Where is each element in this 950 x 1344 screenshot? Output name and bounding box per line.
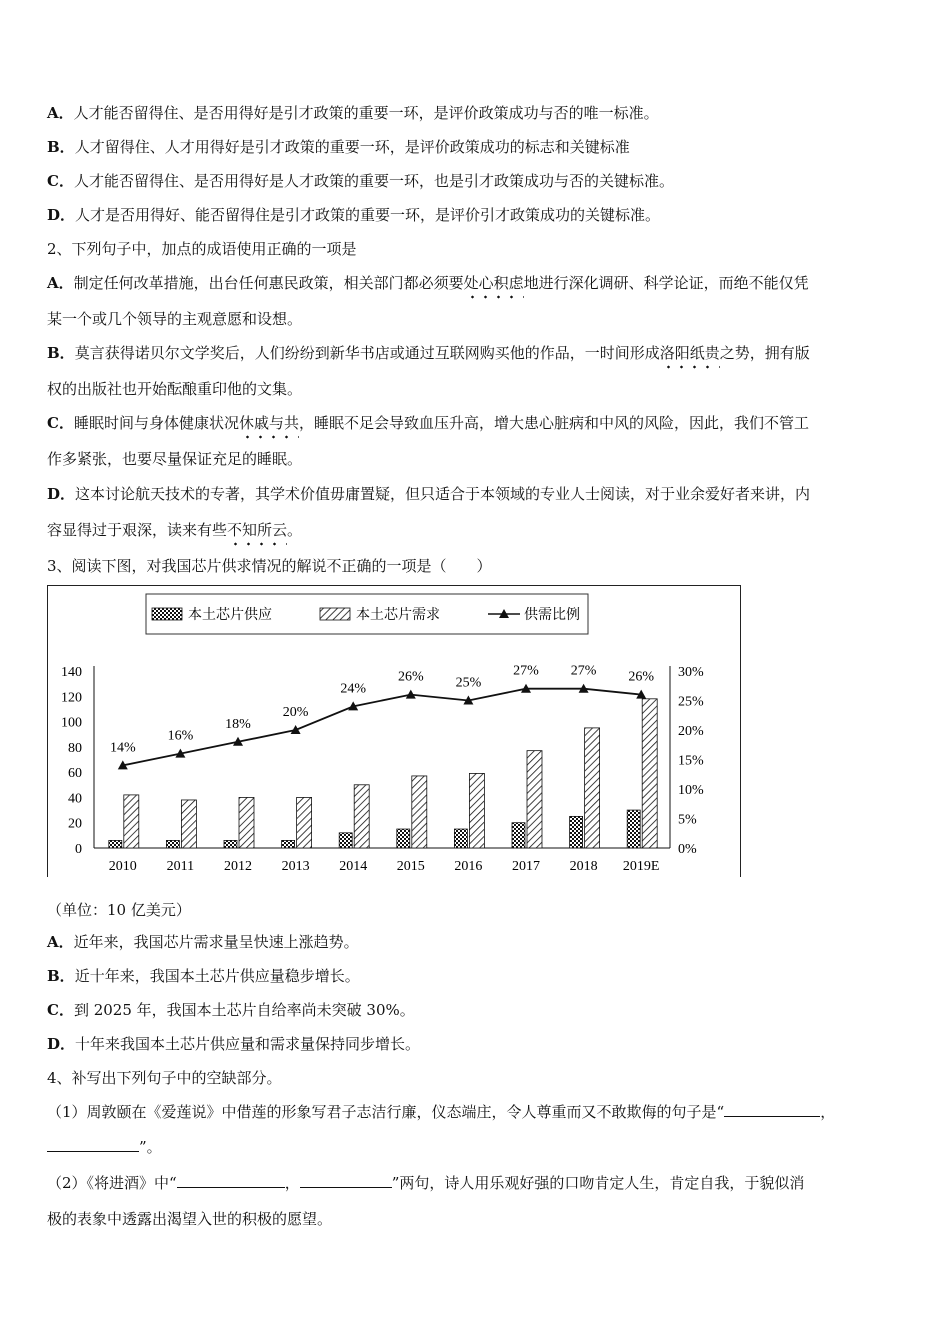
option-label: D． bbox=[47, 485, 76, 503]
part-text: ”。 bbox=[139, 1138, 162, 1156]
supply-bar bbox=[397, 829, 410, 848]
option-label: A． bbox=[47, 104, 74, 122]
option-label: B． bbox=[47, 967, 75, 985]
legend-label-ratio: 供需比例 bbox=[524, 608, 580, 623]
y-tick-label-right: 25% bbox=[678, 694, 704, 710]
option-text: 人才留得住、人才用得好是引才政策的重要一环，是评价政策成功的标志和关键标准 bbox=[74, 138, 630, 156]
option-label: A． bbox=[47, 933, 74, 951]
q3-stem: 3、阅读下图，对我国芯片供求情况的解说不正确的一项是（ ） bbox=[47, 557, 492, 575]
x-tick-label: 2012 bbox=[224, 859, 252, 874]
idiom-text: 洛阳纸贵 bbox=[659, 344, 720, 362]
legend-swatch-supply bbox=[152, 608, 182, 620]
option-text: 人才是否用得好、能否留得住是引才政策的重要一环，是评价引才政策成功的关键标准。 bbox=[75, 206, 661, 224]
option-text: 这本讨论航天技术的专著，其学术价值毋庸置疑，但只适合于本领域的专业人士阅读，对于业余爱好者来讲，内 bbox=[75, 485, 811, 503]
x-tick-label: 2011 bbox=[166, 859, 195, 874]
y-tick-label-left: 100 bbox=[61, 715, 82, 731]
option-label: B． bbox=[47, 138, 75, 156]
part-text: ”两句，诗人用乐观好强的口吻肯定人生，肯定自我，于貌似消 bbox=[391, 1174, 805, 1192]
emphasis-dots bbox=[227, 542, 287, 546]
option-label: D． bbox=[47, 206, 76, 224]
option-text: 近年来，我国芯片需求量呈快速上涨趋势。 bbox=[73, 933, 359, 951]
supply-bar bbox=[339, 833, 352, 848]
supply-bar bbox=[627, 810, 640, 848]
idiom-text: 休戚与共 bbox=[238, 414, 299, 432]
y-tick-label-left: 20 bbox=[68, 816, 82, 832]
y-tick-label-left: 120 bbox=[61, 690, 82, 706]
part-text: ， bbox=[820, 1103, 836, 1121]
x-tick-label: 2015 bbox=[396, 859, 425, 874]
chart-svg bbox=[48, 586, 740, 877]
part-text: （2）《将进酒》中“ bbox=[47, 1174, 177, 1192]
legend-swatch-demand bbox=[320, 608, 350, 620]
demand-bar bbox=[297, 797, 312, 848]
supply-bar bbox=[512, 823, 525, 848]
q2-option-a-line2: 某一个或几个领导的主观意愿和设想。 bbox=[47, 310, 303, 328]
ratio-data-label: 25% bbox=[455, 675, 482, 691]
ratio-data-label: 18% bbox=[225, 716, 251, 732]
supply-bar bbox=[224, 840, 237, 848]
x-tick-label: 2014 bbox=[339, 859, 368, 874]
x-tick-label: 2017 bbox=[512, 859, 540, 874]
option-label: C． bbox=[47, 414, 74, 432]
supply-bar bbox=[570, 816, 583, 848]
q4-part2-line2: 极的表象中透露出渴望入世的积极的愿望。 bbox=[47, 1210, 333, 1228]
q2-option-b bbox=[47, 343, 910, 363]
option-text: 制定任何改革措施，出台任何惠民政策，相关部门都必须要 bbox=[73, 274, 464, 292]
y-tick-label-left: 60 bbox=[68, 766, 82, 782]
q2-option-c-line2: 作多紧张，也要尽量保证充足的睡眠。 bbox=[47, 450, 303, 468]
option-label: D． bbox=[47, 1035, 76, 1053]
supply-bar bbox=[166, 840, 179, 848]
ratio-data-label: 26% bbox=[397, 669, 424, 685]
option-text: 睡眠时间与身体健康状况 bbox=[73, 414, 239, 432]
q2-stem: 2、下列句子中，加点的成语使用正确的一项是 bbox=[47, 240, 357, 258]
demand-bar bbox=[469, 773, 484, 848]
y-tick-label-right: 20% bbox=[678, 724, 704, 739]
y-tick-label-right: 10% bbox=[678, 783, 704, 798]
y-tick-label-right: 30% bbox=[678, 665, 704, 680]
y-tick-label-left: 0 bbox=[75, 842, 82, 857]
q2-option-d bbox=[47, 484, 910, 504]
q1-option-a bbox=[47, 103, 910, 123]
q4-stem: 4、补写出下列句子中的空缺部分。 bbox=[47, 1069, 282, 1087]
q3-option-a bbox=[47, 932, 910, 952]
x-tick-label: 2016 bbox=[454, 859, 483, 874]
option-label: B． bbox=[47, 344, 75, 362]
chart-legend bbox=[146, 594, 588, 634]
dotted-idiom bbox=[464, 273, 524, 293]
q3-option-b bbox=[47, 966, 910, 986]
demand-bar bbox=[239, 797, 254, 848]
option-text: 。 bbox=[287, 521, 303, 539]
option-text: 十年来我国本土芯片供应量和需求量保持同步增长。 bbox=[75, 1035, 421, 1053]
x-tick-label: 2019E bbox=[622, 859, 660, 874]
q3-option-d bbox=[47, 1034, 910, 1054]
chip-supply-demand-chart bbox=[47, 585, 741, 877]
dotted-idiom bbox=[660, 343, 720, 363]
q3-option-c bbox=[47, 1000, 910, 1020]
demand-bar bbox=[354, 785, 369, 848]
ratio-data-label: 16% bbox=[167, 728, 194, 744]
ratio-data-label: 24% bbox=[340, 681, 367, 697]
y-tick-label-right: 5% bbox=[678, 812, 697, 828]
y-tick-label-left: 40 bbox=[68, 791, 82, 807]
answer-blank[interactable] bbox=[724, 1102, 820, 1117]
q4-part1-line2 bbox=[47, 1137, 910, 1157]
part-text: ， bbox=[284, 1174, 300, 1192]
plot-area bbox=[61, 664, 704, 874]
demand-bar bbox=[585, 728, 600, 848]
dotted-idiom bbox=[239, 413, 299, 433]
q2-option-d-line2 bbox=[47, 520, 910, 540]
option-text: 近十年来，我国本土芯片供应量稳步增长。 bbox=[74, 967, 360, 985]
emphasis-dots bbox=[239, 435, 299, 439]
option-text: 到 2025 年，我国本土芯片自给率尚未突破 30%。 bbox=[73, 1001, 415, 1019]
option-text: 容显得过于艰深，读来有些 bbox=[47, 521, 228, 539]
x-tick-label: 2018 bbox=[569, 859, 598, 874]
q2-option-a bbox=[47, 273, 910, 293]
option-label: A． bbox=[47, 274, 74, 292]
option-label: C． bbox=[47, 1001, 74, 1019]
demand-bar bbox=[412, 776, 427, 848]
q1-option-b bbox=[47, 137, 910, 157]
legend-label-demand: 本土芯片需求 bbox=[356, 608, 440, 623]
option-text: 人才能否留得住、是否用得好是人才政策的重要一环，也是引才政策成功与否的关键标准。 bbox=[73, 172, 674, 190]
q1-option-c bbox=[47, 171, 910, 191]
option-text: 地进行深化调研、科学论证，而绝不能仅凭 bbox=[523, 274, 809, 292]
ratio-data-label: 20% bbox=[282, 705, 309, 720]
ratio-data-label: 27% bbox=[570, 663, 597, 679]
option-text: 之势，拥有版 bbox=[719, 344, 810, 362]
q1-option-d bbox=[47, 205, 910, 225]
answer-blank[interactable] bbox=[177, 1173, 285, 1188]
demand-bar bbox=[124, 795, 139, 848]
option-text: ，睡眠不足会导致血压升高，增大患心脏病和中风的风险，因此，我们不管工 bbox=[298, 414, 809, 432]
chart-unit-note: （单位：10 亿美元） bbox=[47, 901, 191, 919]
ratio-data-label: 27% bbox=[513, 663, 539, 679]
q4-part1 bbox=[47, 1102, 910, 1122]
y-tick-label-left: 140 bbox=[61, 665, 82, 680]
emphasis-dots bbox=[464, 295, 524, 299]
q4-part2 bbox=[47, 1173, 910, 1193]
option-text: 莫言获得诺贝尔文学奖后，人们纷纷到新华书店或通过互联网购买他的作品，一时间形成 bbox=[74, 344, 660, 362]
idiom-text: 处心积虑 bbox=[463, 274, 524, 292]
supply-bar bbox=[454, 829, 467, 848]
ratio-line bbox=[123, 689, 641, 766]
supply-bar bbox=[282, 840, 295, 848]
emphasis-dots bbox=[660, 365, 720, 369]
x-tick-label: 2010 bbox=[108, 859, 137, 874]
demand-bar bbox=[642, 699, 657, 848]
demand-bar bbox=[181, 800, 196, 848]
part-text: （1）周敦颐在《爱莲说》中借莲的形象写君子志洁行廉，仪态端庄，令人尊重而又不敢欺侮的句子是“ bbox=[47, 1103, 725, 1121]
dotted-idiom bbox=[227, 520, 287, 540]
q2-option-c bbox=[47, 413, 910, 433]
answer-blank[interactable] bbox=[47, 1137, 139, 1152]
answer-blank[interactable] bbox=[300, 1173, 392, 1188]
y-tick-label-left: 80 bbox=[68, 740, 82, 756]
ratio-data-label: 14% bbox=[109, 740, 136, 756]
q2-option-b-line2: 权的出版社也开始酝酿重印他的文集。 bbox=[47, 380, 303, 398]
option-text: 人才能否留得住、是否用得好是引才政策的重要一环，是评价政策成功与否的唯一标准。 bbox=[73, 104, 659, 122]
x-tick-label: 2013 bbox=[281, 859, 310, 874]
idiom-text: 不知所云 bbox=[227, 521, 288, 539]
demand-bar bbox=[527, 751, 542, 848]
ratio-data-label: 26% bbox=[628, 669, 655, 685]
legend-label-supply: 本土芯片供应 bbox=[188, 608, 272, 623]
option-label: C． bbox=[47, 172, 74, 190]
y-tick-label-right: 0% bbox=[678, 842, 697, 857]
y-tick-label-right: 15% bbox=[678, 753, 704, 769]
supply-bar bbox=[109, 840, 122, 848]
